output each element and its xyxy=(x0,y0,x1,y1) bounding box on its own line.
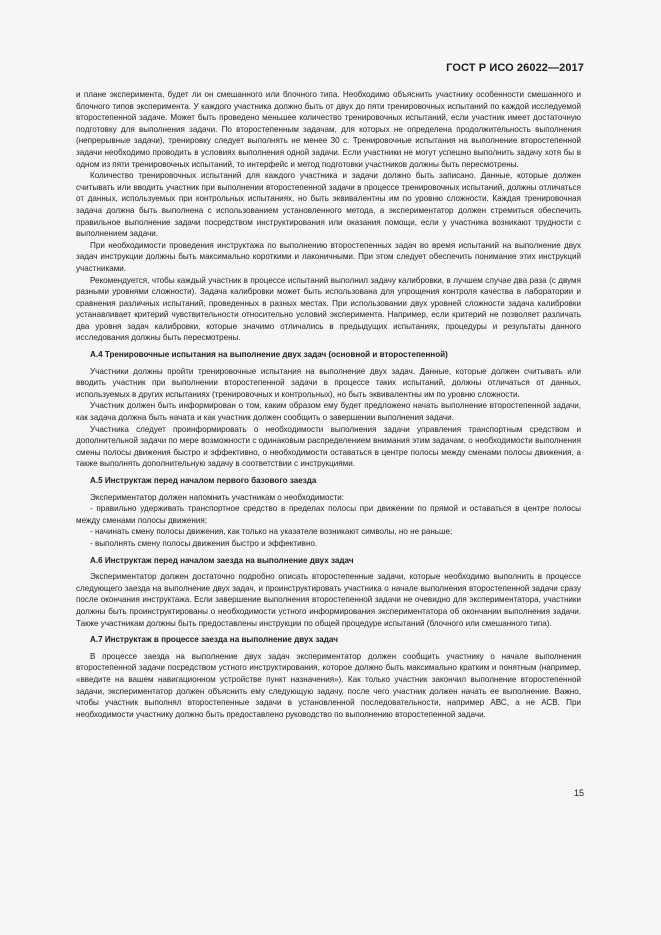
body-paragraph: - выполнять смену полосы движения быстро и эффективно. xyxy=(90,538,318,548)
section-heading: А.4 Тренировочные испытания на выполнение двух задач (основной и второстепенной) xyxy=(90,350,448,360)
body-paragraph: - начинать смену полосы движения, как только на указателе возникают символы, но не раньше; xyxy=(90,527,453,537)
body-paragraph: Участники должны пройти тренировочные испытания на выполнение двух задач. Данные, которые должен считывать или вводить участник при выполнении второстепенной задачи в процессе таких испытаний, должны отличаться от данных, используемых в других испытаниях (тренировочных и контрольных), но быть эквивалентны им по уровню сложности. xyxy=(76,366,581,399)
body-paragraph: Количество тренировочных испытаний для каждого участника и задачи должно быть записано. Данные, которые должен считывать или вводить участник при выполнении второстепенной задачи в процессе тренировочных испытаний, должны отличаться от данных, используемых при контрольных испытаниях, но быть эквивалентны им по уровню сложности. Каждая тренировочная задача должна быть выполнена с использованием установленного метода, а экспериментатор должен стремиться обеспечить правильное выполнение задачи посредством инструктирования или оказания помощи, если у участника возникают трудности с выполнением задачи. xyxy=(76,171,581,239)
body-paragraph: При необходимости проведения инструктажа по выполнению второстепенных задач во время испытаний на выполнение двух задач инструкции должны быть максимально короткими и лаконичными. При этом следует обеспечить понимание этих инструкций участниками. xyxy=(76,240,581,273)
section-heading: А.6 Инструктаж перед началом заезда на выполнение двух задач xyxy=(90,555,354,565)
body-paragraph: Экспериментатор должен напомнить участникам о необходимости: xyxy=(90,492,344,502)
body-paragraph: - правильно удерживать транспортное средство в пределах полосы при движении по прямой и оставаться в центре полосы между сменами полосы движения; xyxy=(76,504,581,525)
document-body xyxy=(76,89,581,720)
section-heading: А.5 Инструктаж перед началом первого базового заезда xyxy=(90,476,317,485)
body-paragraph: Рекомендуется, чтобы каждый участник в процессе испытаний выполнил задачу калибровки, в лучшем случае два раза (с двумя разными уровнями сложности). Задача калибровки может быть использована для упрощения контроля качества в лаборатории и сравнения различных испытаний, проведенных в разных местах. При использовании двух уровней сложности задача калибровки устанавливает критерий чувствительности относительно условий эксперимента. Например, если критерий не позволяет различать два уровня задач калибровки, которые значимо отличались в предыдущих испытаниях, процедуры и результаты данного исследования должны быть пересмотрены. xyxy=(76,275,581,343)
document-header: ГОСТ Р ИСО 26022—2017 xyxy=(446,62,584,74)
section-heading: А.7 Инструктаж в процессе заезда на выполнение двух задач xyxy=(90,635,338,645)
body-paragraph: В процессе заезда на выполнение двух задач экспериментатор должен сообщить участнику о начале выполнения второстепенной задачи посредством устного инструктирования, которое должно быть максимально кратким и понятным (например, «введите на вашем навигационном устройстве пункт назначения»). Как только участник закончил выполнение второстепенной задачи, экспериментатор должен объяснить ему следующую задачу, после чего участник должен начать ее выполнение. Важно, чтобы участник выполнял второстепенные задачи в установленной последовательности, например АВС, а не АСВ. При необходимости участнику должно быть предоставлено руководство по выполнению второстепенной задачи. xyxy=(76,651,581,719)
body-paragraph: Экспериментатор должен достаточно подробно описать второстепенные задачи, которые необходимо выполнить в процессе следующего заезда на выполнение двух задач, и проинструктировать участника о начале выполнения второстепенной задачи сразу после окончания инструктажа. Если завершение выполнения второстепенной задачи не очевидно для экспериментатора, участники должны быть проинструктированы о необходимости устного информирования экспериментатора об окончании выполнения задачи. Также участникам должны быть предоставлены инструкции по общей процедуре испытаний (блочного или смешанного типа). xyxy=(76,572,581,628)
body-paragraph: и плане эксперимента, будет ли он смешанного или блочного типа. Необходимо объяснить участнику особенности смешанного и блочного типов эксперимента. У каждого участника должно быть от двух до пяти тренировочных испытаний по каждой исследуемой второстепенной задаче. Может быть проведено меньшее количество тренировочных испытаний, если участник имеет достаточную подготовку для выполнения задачи. По второстепенным задачам, для которых не определена продолжительность выполнения (непрерывные задачи), тренировку следует выполнять не менее 30 с. Тренировочные испытания на выполнение второстепенной задачи необходимо проводить в условиях выполнения одной задачи. Если участники не могут успешно выполнить задачу хотя бы в одном из пяти тренировочных испытаний, то интерфейс и метод подготовки участников должны быть пересмотрены. xyxy=(76,90,581,169)
page-number: 15 xyxy=(573,788,584,798)
body-paragraph: Участник должен быть информирован о том, каким образом ему будет предложено начать выполнение второстепенной задачи, как задача должна быть начата и как участник должен сообщить о завершении выполнения задачи. xyxy=(76,401,581,423)
body-paragraph: Участника следует проинформировать о необходимости выполнения задачи управления транспортным средством и дополнительной задачи по мере возможности с одинаковым распределением внимания этим задачам, о необходимости выполнения смены полосы движения быстро и эффективно, о необходимости оставаться в центре полосы между сменами полосы движения, а также выполнять дополнительную задачу в соответствии с инструкциями. xyxy=(76,424,581,469)
